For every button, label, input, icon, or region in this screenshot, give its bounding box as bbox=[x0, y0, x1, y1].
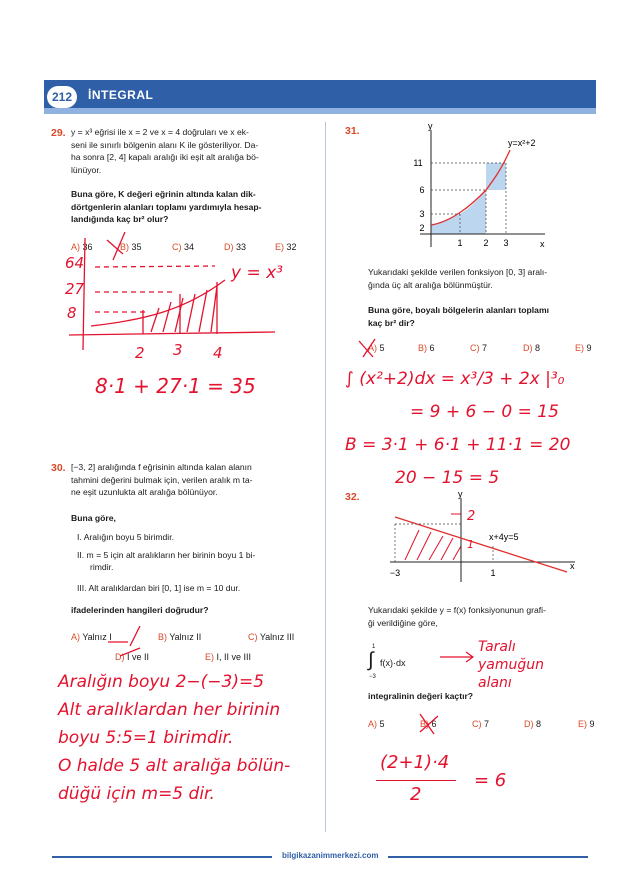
hw-x3: 3 bbox=[173, 341, 183, 359]
q29-option-b[interactable]: B) 35 bbox=[120, 242, 142, 252]
hw-label-27: 27 bbox=[65, 280, 85, 298]
q30-handwritten-solution bbox=[58, 668, 290, 808]
q32-handwritten-note: Taralı yamuğun alanı bbox=[478, 639, 545, 691]
x-axis-label: x bbox=[570, 561, 575, 571]
q29-number: 29. bbox=[51, 127, 66, 139]
q31-line: Yukarıdaki şekilde verilen fonksiyon [0, 3] aralı- bbox=[368, 267, 548, 277]
q30-line: tahmini değerini bulmak için, verilen aralık m ta- bbox=[71, 474, 253, 485]
x-tick: 2 bbox=[483, 238, 489, 248]
q29-option-d[interactable]: D) 33 bbox=[224, 242, 247, 252]
q29-question-line: Buna göre, K değeri eğrinin altında kalan dik- bbox=[71, 189, 256, 199]
q32-option-b[interactable]: B) 6 bbox=[420, 719, 437, 729]
q32-option-a[interactable]: A) 5 bbox=[368, 719, 385, 729]
q32-line: ği verildiğine göre, bbox=[368, 617, 438, 628]
hw-line: O halde 5 alt aralığa bölün- bbox=[58, 756, 291, 776]
q30-option-e[interactable]: E) I, II ve III bbox=[205, 652, 252, 662]
q30-item-1: I. Aralığın boyu 5 birimdir. bbox=[77, 532, 174, 542]
q29-question bbox=[71, 188, 316, 226]
y-tick: 3 bbox=[419, 209, 425, 219]
hw-x-axis bbox=[69, 332, 275, 335]
y-tick: 6 bbox=[419, 185, 425, 195]
x-tick: 1 bbox=[490, 568, 496, 578]
header-band bbox=[44, 108, 596, 114]
hw-hatch bbox=[151, 286, 217, 332]
hw-dash-64 bbox=[95, 266, 215, 267]
q31-option-c[interactable]: C) 7 bbox=[470, 343, 488, 353]
footer-line-left bbox=[52, 856, 272, 858]
footer-line-right bbox=[388, 856, 588, 858]
y-axis-label: y bbox=[458, 490, 463, 499]
curve-label: y=x²+2 bbox=[508, 138, 536, 148]
q32-option-d[interactable]: D) 8 bbox=[524, 719, 542, 729]
arrow-icon bbox=[438, 645, 478, 665]
line-x-4y-5 bbox=[395, 517, 567, 572]
q30-question: ifadelerinden hangileri doğrudur? bbox=[71, 605, 209, 615]
q31-question-line: Buna göre, boyalı bölgelerin alanları toplamı bbox=[368, 305, 549, 315]
q32-question: integralinin değeri kaçtır? bbox=[368, 691, 474, 701]
q31-question-line: kaç br² dir? bbox=[368, 317, 415, 328]
x-tick: 3 bbox=[503, 238, 509, 248]
hw-calc-29: 8·1 + 27·1 = 35 bbox=[95, 374, 256, 398]
integrand: f(x)·dx bbox=[380, 658, 406, 668]
q30-item-2b: rimdir. bbox=[90, 562, 114, 572]
hw-x2: 2 bbox=[135, 344, 145, 362]
hw-line: düğü için m=5 dir. bbox=[58, 784, 215, 804]
hw-line: B = 3·1 + 6·1 + 11·1 = 20 bbox=[345, 435, 571, 455]
hw-line: 20 − 15 = 5 bbox=[395, 468, 500, 488]
q30-item-3: III. Alt aralıklardan biri [0, 1] ise m = 10 dur. bbox=[77, 583, 241, 593]
hw-hatch-32 bbox=[405, 530, 461, 560]
x-axis-label: x bbox=[540, 239, 545, 249]
q31-option-a[interactable]: A) 5 bbox=[368, 343, 385, 353]
q29-line: y = x³ eğrisi ile x = 2 ve x = 4 doğruları ve x ek- bbox=[71, 127, 249, 137]
q32-hw-calc-result: = 6 bbox=[474, 770, 507, 791]
hw-label-2: 2 bbox=[467, 509, 476, 524]
q31-number: 31. bbox=[345, 125, 360, 137]
hw-label-64: 64 bbox=[65, 254, 85, 272]
hw-line: boyu 5:5=1 birimdir. bbox=[58, 728, 234, 748]
hw-label-1: 1 bbox=[467, 538, 474, 551]
q29-option-c[interactable]: C) 34 bbox=[172, 242, 195, 252]
q29-question-line: landığında kaç br² olur? bbox=[71, 214, 169, 224]
q30-option-a[interactable]: A) Yalnız I bbox=[71, 632, 112, 642]
q30-line: ne eşit uzunlukta alt aralığa bölünüyor. bbox=[71, 487, 218, 497]
q30-option-d[interactable]: D) I ve II bbox=[115, 652, 150, 662]
hw-line: = 9 + 6 − 0 = 15 bbox=[410, 402, 559, 422]
page-number: 212 bbox=[47, 86, 77, 108]
hw-line: ∫ (x²+2)dx = x³/3 + 2x |³₀ bbox=[345, 369, 565, 389]
q30-item-2: II. m = 5 için alt aralıkların her birinin boyu 1 bi- bbox=[77, 550, 256, 560]
hw-mark-2 bbox=[451, 514, 461, 524]
q32-option-c[interactable]: C) 7 bbox=[472, 719, 490, 729]
q29-line: lünüyor. bbox=[71, 164, 102, 175]
column-divider bbox=[325, 122, 326, 832]
q30-option-b[interactable]: B) Yalnız II bbox=[158, 632, 202, 642]
footer-site: bilgikazanimmerkezi.com bbox=[282, 851, 379, 860]
q32-hw-calc-top: (2+1)·4 bbox=[380, 752, 450, 773]
chapter-title: İNTEGRAL bbox=[88, 88, 154, 102]
q30-number: 30. bbox=[51, 462, 66, 474]
q30-stem bbox=[71, 461, 316, 499]
q31-question bbox=[368, 304, 603, 329]
hw-line: Aralığın boyu 2−(−3)=5 bbox=[58, 672, 265, 692]
x-tick: −3 bbox=[389, 568, 401, 578]
q32-line: Yukarıdaki şekilde y = f(x) fonksiyonunun grafi- bbox=[368, 605, 546, 615]
q29-handwritten-sketch bbox=[55, 230, 305, 405]
q30-line: [−3, 2] aralığında f eğrisinin altında kalan alanın bbox=[71, 462, 252, 472]
integral-sign: ∫ bbox=[368, 649, 374, 671]
q29-stem bbox=[71, 126, 316, 176]
q29-option-e[interactable]: E) 32 bbox=[275, 242, 297, 252]
q30-buna: Buna göre, bbox=[71, 513, 116, 523]
y-axis-label: y bbox=[428, 122, 433, 131]
q32-answer-mark bbox=[414, 710, 444, 738]
fraction-bar bbox=[376, 780, 456, 781]
q32-number: 32. bbox=[345, 491, 360, 503]
q30-option-c[interactable]: C) Yalnız III bbox=[248, 632, 295, 642]
q29-option-a[interactable]: A) 36 bbox=[71, 242, 93, 252]
q31-option-e[interactable]: E) 9 bbox=[575, 343, 592, 353]
q31-answer-mark bbox=[355, 335, 385, 363]
hw-line: Alt aralıklardan her birinin bbox=[58, 700, 281, 720]
int-upper-limit: 1 bbox=[372, 644, 376, 650]
q31-option-b[interactable]: B) 6 bbox=[418, 343, 435, 353]
y-tick: 11 bbox=[413, 158, 423, 168]
q32-stem bbox=[368, 604, 608, 629]
q31-graph bbox=[400, 122, 570, 257]
hw-label-8: 8 bbox=[67, 304, 77, 322]
hw-x4: 4 bbox=[213, 344, 223, 362]
x-tick: 1 bbox=[457, 238, 463, 248]
q30-answer-mark bbox=[100, 620, 160, 670]
int-lower-limit: −3 bbox=[369, 674, 376, 680]
y-tick: 2 bbox=[419, 223, 425, 233]
q29-question-line: dörtgenlerin alanları toplamı yardımıyla hesap- bbox=[71, 201, 262, 212]
hw-cross-b bbox=[107, 232, 125, 260]
q31-handwritten-solution bbox=[345, 363, 570, 495]
q29-line: seni ile sınırlı bölgenin alanı K ile gösteriliyor. Da- bbox=[71, 139, 259, 150]
q29-line: ha sonra [2, 4] kapalı aralığı iki eşit alt aralığa bö- bbox=[71, 152, 259, 162]
q31-line: ğında üç alt aralığa bölünmüştür. bbox=[368, 279, 493, 290]
q32-graph bbox=[385, 490, 585, 590]
q32-hw-calc-bottom: 2 bbox=[410, 784, 422, 805]
hw-curve-label: y = x³ bbox=[231, 263, 283, 283]
line-label: x+4y=5 bbox=[489, 532, 519, 542]
q31-stem bbox=[368, 266, 603, 291]
q31-option-d[interactable]: D) 8 bbox=[523, 343, 541, 353]
q32-option-e[interactable]: E) 9 bbox=[578, 719, 595, 729]
